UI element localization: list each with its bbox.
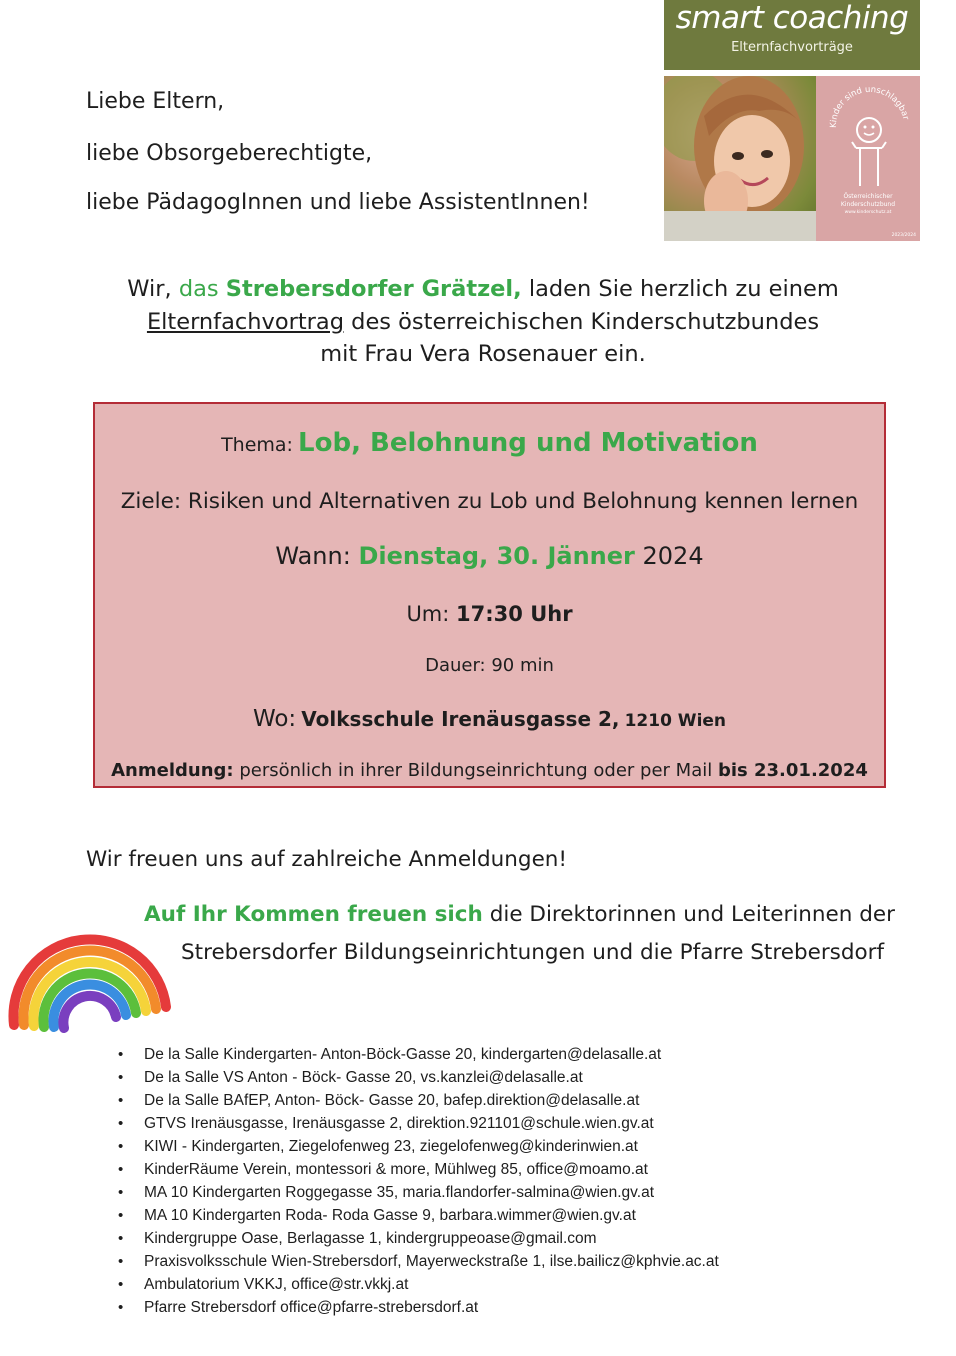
closing-line-2: [144, 902, 895, 927]
child-photo-illustration: [664, 76, 816, 241]
closing-green: Auf Ihr Kommen freuen sich: [144, 902, 483, 927]
greeting-line-1: Liebe Eltern,: [86, 89, 225, 114]
child-photo: [664, 76, 816, 241]
intro-line-2: [0, 309, 956, 335]
list-item: • GTVS Irenäusgasse, Irenäusgasse 2, direktion.921101@schule.wien.gv.at: [118, 1114, 719, 1137]
duration-text: Dauer: 90 min: [425, 655, 554, 676]
intro-line-1: [0, 276, 956, 302]
date-label: Wann:: [275, 542, 351, 570]
greeting-line-2: liebe Obsorgeberechtigte,: [86, 141, 373, 166]
list-item: • Kindergruppe Oase, Berlagasse 1, kindergruppeoase@gmail.com: [118, 1229, 719, 1252]
registration-row: [95, 760, 884, 781]
location-place: Volksschule Irenäusgasse 2,: [301, 707, 620, 731]
stick-figure-logo: [816, 76, 920, 241]
goals-text: Ziele: Risiken und Alternativen zu Lob und Belohnung kennen lernen: [120, 489, 859, 514]
list-item: • Ambulatorium VKKJ, office@str.vkkj.at: [118, 1275, 719, 1298]
svg-text:Kinder sind unschlagbar: [829, 85, 911, 128]
topic-row: [95, 428, 884, 458]
registration-deadline: bis 23.01.2024: [717, 760, 868, 781]
registration-text: persönlich in ihrer Bildungseinrichtung oder per Mail: [239, 760, 713, 781]
list-item: • KinderRäume Verein, montessori & more, Mühlweg 85, office@moamo.at: [118, 1160, 719, 1183]
badge-web: www.kinderschutz.at: [844, 210, 892, 215]
list-item: • MA 10 Kindergarten Roggegasse 35, maria.flandorfer-salmina@wien.gv.at: [118, 1183, 719, 1206]
time-label: Um:: [406, 602, 450, 626]
kinderschutzbund-badge: [816, 76, 920, 241]
intro-org: des österreichischen Kinderschutzbundes: [351, 309, 820, 335]
badge-year: 2023/2024: [891, 233, 916, 238]
badge-arc-text: Kinder sind unschlagbar: [828, 84, 911, 129]
location-label: Wo:: [252, 706, 297, 732]
location-city: 1210 Wien: [624, 711, 727, 731]
badge-org-line2: Kinderschutzbund: [840, 201, 896, 208]
smart-coaching-logo: [664, 0, 920, 70]
closing-line-1: Wir freuen uns auf zahlreiche Anmeldungen!: [86, 847, 568, 872]
closing-line-3: Strebersdorfer Bildungseinrichtungen und die Pfarre Strebersdorf: [181, 940, 885, 965]
list-item: • Pfarre Strebersdorf office@pfarre-strebersdorf.at: [118, 1298, 719, 1321]
topic-label: Thema:: [221, 434, 293, 456]
intro-line-3: mit Frau Vera Rosenauer ein.: [320, 341, 646, 367]
time-value: 17:30 Uhr: [456, 602, 573, 626]
intro-invite: laden Sie herzlich zu einem: [528, 276, 839, 302]
location-row: [95, 706, 884, 732]
date-value: Dienstag, 30. Jänner: [358, 542, 635, 570]
event-info-box: [93, 402, 886, 788]
list-item: • De la Salle VS Anton - Böck- Gasse 20, vs.kanzlei@delasalle.at: [118, 1068, 719, 1091]
intro-das: das: [178, 276, 219, 302]
greeting-line-3: liebe PädagogInnen und liebe AssistentInnen!: [86, 190, 590, 215]
logo-subtitle: Elternfachvorträge: [731, 40, 853, 55]
logo-title: smart coaching: [675, 0, 909, 36]
rainbow-image: [4, 925, 176, 1035]
list-item: • De la Salle Kindergarten- Anton-Böck-Gasse 20, kindergarten@delasalle.at: [118, 1045, 719, 1068]
intro-we: Wir,: [127, 276, 172, 302]
closing-rest: die Direktorinnen und Leiterinnen der: [489, 902, 895, 927]
list-item: • Praxisvolksschule Wien-Strebersdorf, Mayerweckstraße 1, ilse.bailicz@kphvie.ac.at: [118, 1252, 719, 1275]
intro-event-type: Elternfachvortrag: [146, 309, 344, 335]
date-year: 2024: [642, 542, 704, 570]
organizations-list: [118, 1045, 719, 1321]
list-item: • KIWI - Kindergarten, Ziegelofenweg 23, ziegelofenweg@kinderinwien.at: [118, 1137, 719, 1160]
list-item: • De la Salle BAfEP, Anton- Böck- Gasse 20, bafep.direktion@delasalle.at: [118, 1091, 719, 1114]
date-row: [95, 542, 884, 570]
badge-org-line1: Österreichischer: [843, 193, 893, 200]
intro-organizer: Strebersdorfer Grätzel,: [225, 276, 522, 302]
registration-label: Anmeldung:: [111, 760, 234, 781]
time-row: [95, 602, 884, 626]
list-item: • MA 10 Kindergarten Roda- Roda Gasse 9, barbara.wimmer@wien.gv.at: [118, 1206, 719, 1229]
topic-title: Lob, Belohnung und Motivation: [298, 428, 758, 458]
